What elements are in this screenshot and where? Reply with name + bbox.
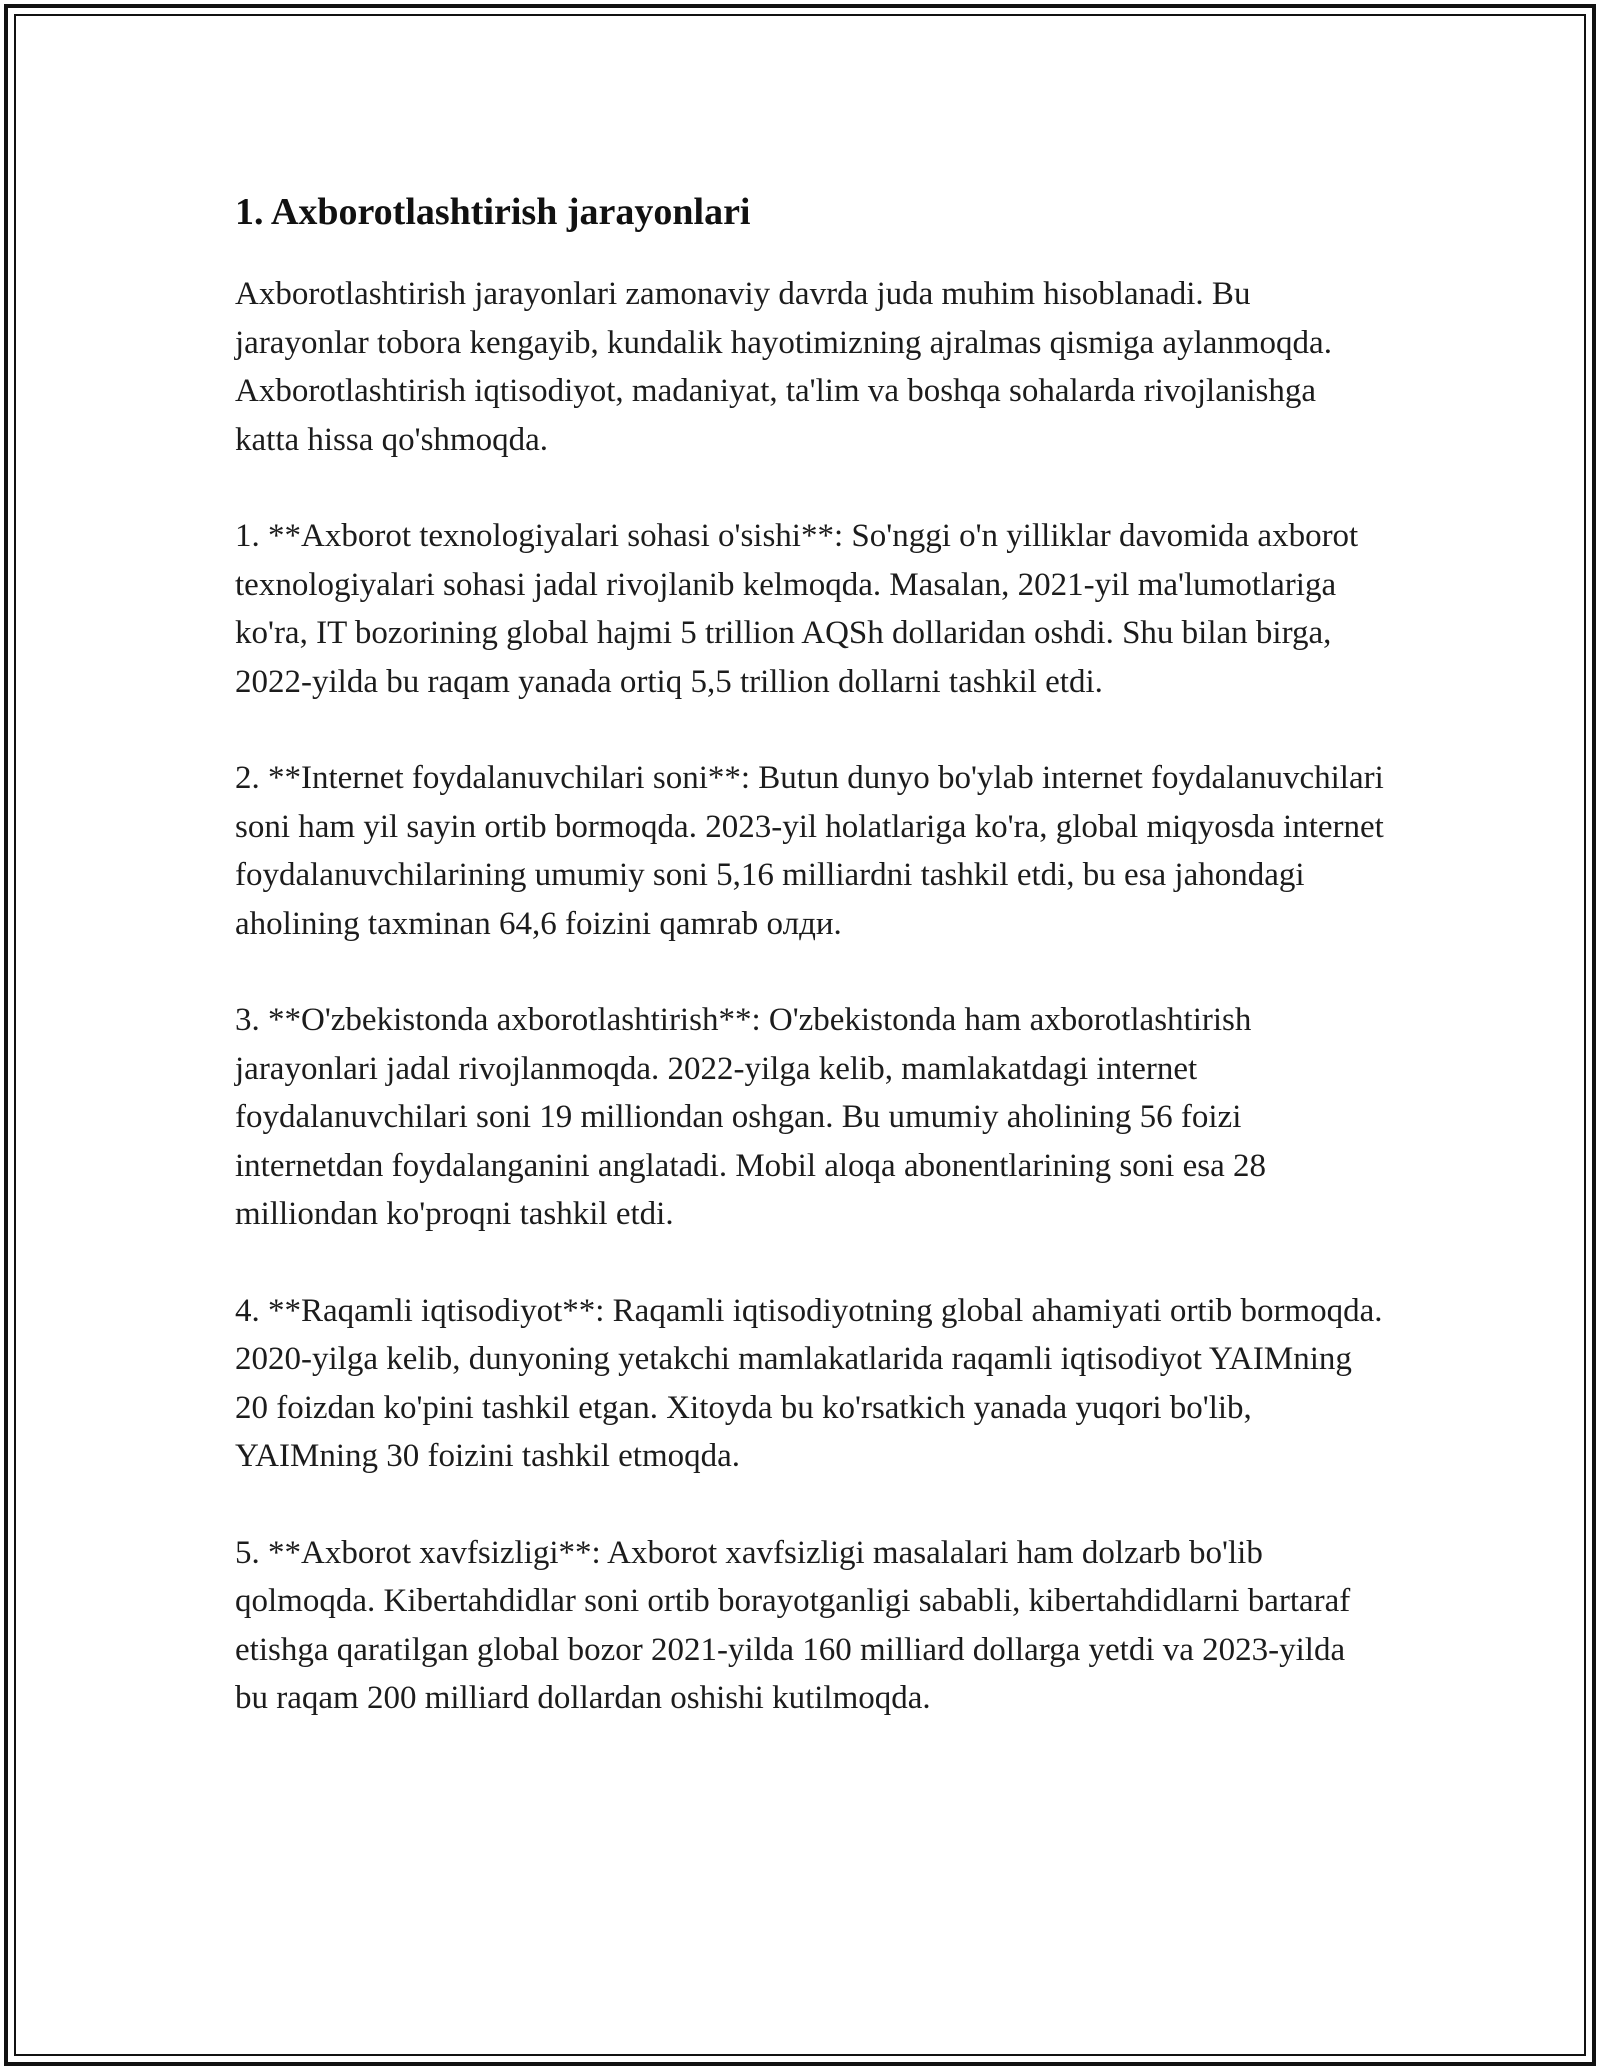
- document-body: [235, 188, 1385, 1771]
- section-heading: 1. Axborotlashtirish jarayonlari: [235, 191, 751, 233]
- paragraph-it-growth: 1. **Axborot texnologiyalari sohasi o'sishi**: So'nggi o'n yilliklar davomida axborot texnologiyalari sohasi jadal rivojlanib kelmoqda. Masalan, 2021-yil ma'lumotlariga ko'ra, IT bozorining global hajmi 5 trillion AQSh dollaridan oshdi. Shu bilan birga, 2022-yilda bu raqam yanada ortiq 5,5 trillion dollarni tashkil etdi.: [235, 518, 1359, 700]
- paragraph-uzbekistan: 3. **O'zbekistonda axborotlashtirish**: O'zbekistonda ham axborotlashtirish jarayonlari jadal rivojlanmoqda. 2022-yilga kelib, mamlakatdagi internet foydalanuvchilari soni 19 milliondan oshgan. Bu umumiy aholining 56 foizi internetdan foydalanganini anglatadi. Mobil aloqa abonentlarining soni esa 28 milliondan ko'proqni tashkil etdi.: [235, 1002, 1266, 1232]
- paragraph-digital-economy: 4. **Raqamli iqtisodiyot**: Raqamli iqtisodiyotning global ahamiyati ortib bormoqda. 2020-yilga kelib, dunyoning yetakchi mamlakatlarida raqamli iqtisodiyot YAIMning 20 foizdan ko'pini tashkil etgan. Xitoyda bu ko'rsatkich yanada yuqori bo'lib, YAIMning 30 foizini tashkil etmoqda.: [235, 1292, 1383, 1474]
- paragraph-internet-users: 2. **Internet foydalanuvchilari soni**: Butun dunyo bo'ylab internet foydalanuvchilari soni ham yil sayin ortib bormoqda. 2023-yil holatlariga ko'ra, global miqyosda internet foydalanuvchilarining umumiy soni 5,16 milliardni tashkil etdi, bu esa jahondagi aholining taxminan 64,6 foizini qamrab олди.: [235, 760, 1384, 942]
- paragraph-information-security: 5. **Axborot xavfsizligi**: Axborot xavfsizligi masalalari ham dolzarb bo'lib qolmoqda. Kibertahdidlar soni ortib borayotganligi sababli, kibertahdidlarni bartaraf etishga qaratilgan global bozor 2021-yilda 160 milliard dollarga yetdi va 2023-yilda bu raqam 200 milliard dollardan oshishi kutilmoqda.: [235, 1534, 1351, 1716]
- intro-paragraph: Axborotlashtirish jarayonlari zamonaviy davrda juda muhim hisoblanadi. Bu jarayonlar tobora kengayib, kundalik hayotimizning ajralmas qismiga aylanmoqda. Axborotlashtirish iqtisodiyot, madaniyat, ta'lim va boshqa sohalarda rivojlanishga katta hissa qo'shmoqda.: [235, 276, 1332, 458]
